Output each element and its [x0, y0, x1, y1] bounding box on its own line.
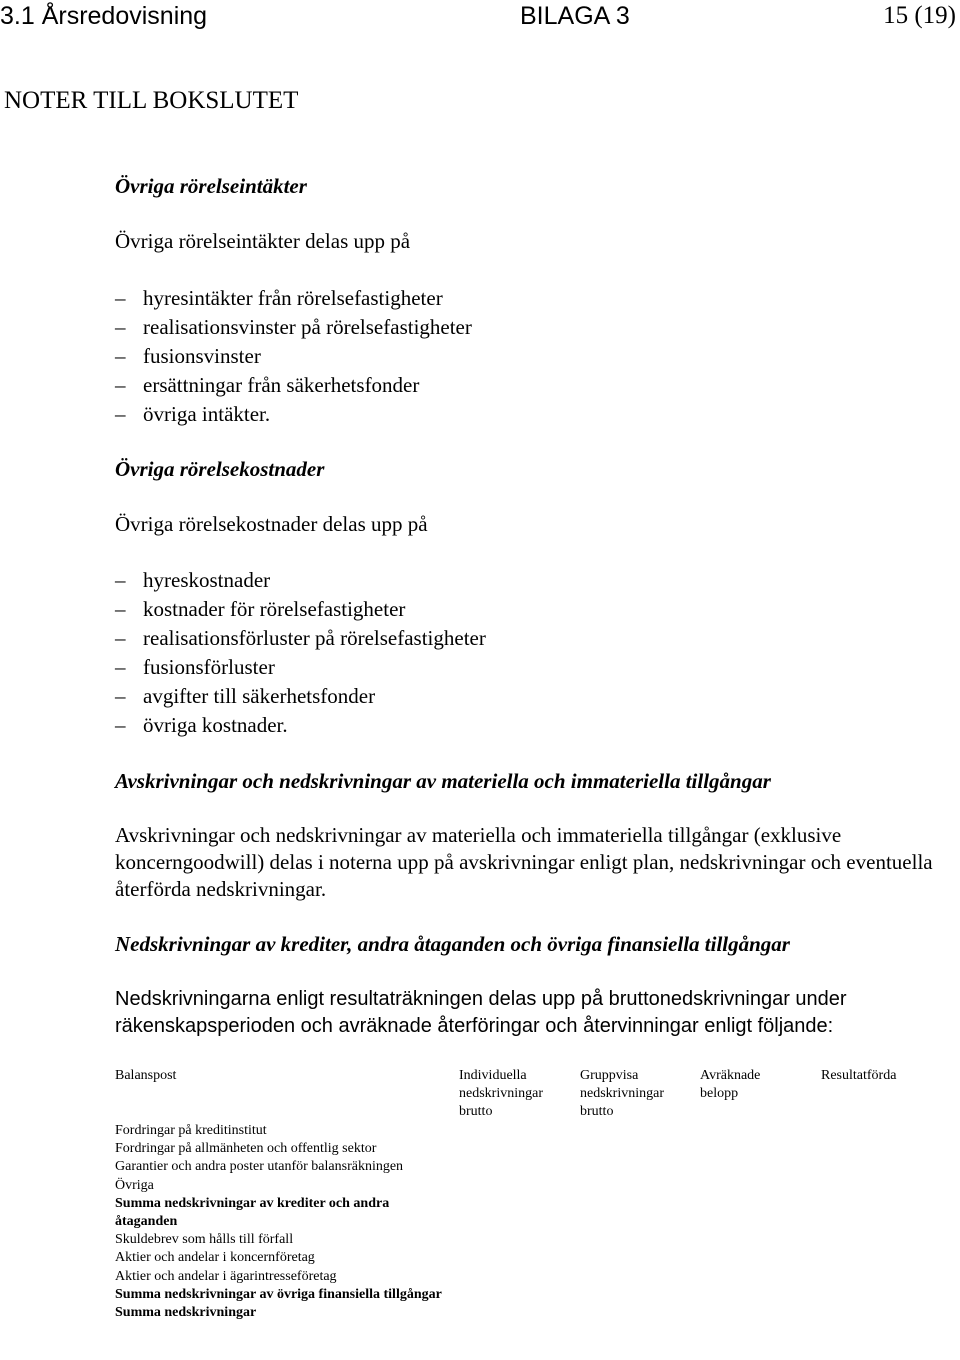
header-appendix-label: BILAGA 3 — [520, 2, 630, 30]
dash-bullet-icon: – — [115, 344, 126, 368]
list-item-text: hyreskostnader — [143, 568, 271, 592]
other-costs-intro: Övriga rörelsekostnader delas upp på — [115, 512, 428, 536]
section-title-other-income: Övriga rörelseintäkter — [115, 174, 307, 198]
table-rows — [115, 1122, 445, 1322]
dash-bullet-icon: – — [115, 597, 126, 621]
list-item — [115, 342, 472, 371]
list-item-text: avgifter till säkerhetsfonder — [143, 684, 376, 708]
list-item-text: övriga kostnader. — [143, 713, 288, 737]
table-header-group: Gruppvisa nedskrivningar brutto — [580, 1068, 664, 1119]
table-header-individual: Individuella nedskrivningar brutto — [459, 1068, 543, 1119]
header-page-number: 15 (19) — [883, 2, 956, 29]
depreciation-paragraph: Avskrivningar och nedskrivningar av materiella och immateriella tillgångar (exklusive koncerngoodwill) delas i noterna upp på avskrivningar enligt plan, nedskrivningar och eventuella återförda nedskrivningar. — [115, 823, 933, 901]
other-income-list — [115, 284, 472, 429]
dash-bullet-icon: – — [115, 286, 126, 310]
list-item-text: fusionsvinster — [143, 344, 261, 368]
table-header-offset: Avräknade belopp — [700, 1068, 761, 1101]
dash-bullet-icon: – — [115, 684, 126, 708]
table-row: Skuldebrev som hålls till förfall — [115, 1232, 294, 1248]
list-item — [115, 653, 486, 682]
list-item-text: fusionsförluster — [143, 655, 275, 679]
dash-bullet-icon: – — [115, 315, 126, 339]
section-title-depreciation: Avskrivningar och nedskrivningar av materiella och immateriella tillgångar — [115, 769, 771, 793]
list-item — [115, 711, 486, 740]
table-row: Fordringar på allmänheten och offentlig sektor — [115, 1141, 377, 1157]
dash-bullet-icon: – — [115, 568, 126, 592]
list-item — [115, 313, 472, 342]
dash-bullet-icon: – — [115, 402, 126, 426]
section-title-writedowns: Nedskrivningar av krediter, andra åtaganden och övriga finansiella tillgångar — [115, 932, 790, 956]
table-row: Aktier och andelar i ägarintresseföretag — [115, 1268, 337, 1284]
table-header-balance-item: Balanspost — [115, 1068, 177, 1083]
list-item-text: realisationsvinster på rörelsefastigheter — [143, 315, 472, 339]
table-row: Övriga — [115, 1177, 154, 1193]
header-section-label: 3.1 Årsredovisning — [0, 2, 208, 30]
table-row: Summa nedskrivningar — [115, 1305, 257, 1321]
list-item — [115, 400, 472, 429]
list-item-text: realisationsförluster på rörelsefastigheter — [143, 626, 486, 650]
table-row: Summa nedskrivningar av krediter och andra åtaganden — [115, 1195, 390, 1230]
list-item — [115, 566, 486, 595]
other-income-intro: Övriga rörelseintäkter delas upp på — [115, 229, 411, 253]
other-costs-list — [115, 566, 486, 740]
list-item — [115, 682, 486, 711]
table-row: Fordringar på kreditinstitut — [115, 1123, 267, 1138]
list-item — [115, 371, 472, 400]
dash-bullet-icon: – — [115, 713, 126, 737]
list-item-text: kostnader för rörelsefastigheter — [143, 597, 406, 621]
list-item-text: hyresintäkter från rörelsefastigheter — [143, 286, 443, 310]
list-item — [115, 595, 486, 624]
table-row: Summa nedskrivningar av övriga finansiella tillgångar — [115, 1286, 442, 1302]
dash-bullet-icon: – — [115, 626, 126, 650]
section-title-other-costs: Övriga rörelsekostnader — [115, 457, 325, 481]
list-item-text: ersättningar från säkerhetsfonder — [143, 373, 420, 397]
list-item — [115, 284, 472, 313]
table-row: Garantier och andra poster utanför balansräkningen — [115, 1159, 404, 1175]
list-item-text: övriga intäkter. — [143, 402, 271, 426]
table-header-recognized: Resultatförda — [821, 1068, 897, 1083]
table-row: Aktier och andelar i koncernföretag — [115, 1250, 315, 1266]
dash-bullet-icon: – — [115, 373, 126, 397]
document-title: NOTER TILL BOKSLUTET — [4, 87, 299, 114]
writedowns-paragraph: Nedskrivningarna enligt resultaträkningen delas upp på bruttonedskrivningar under räkenskapsperioden och avräknade återföringar och återvinningar enligt följande: — [115, 988, 847, 1037]
dash-bullet-icon: – — [115, 655, 126, 679]
list-item — [115, 624, 486, 653]
